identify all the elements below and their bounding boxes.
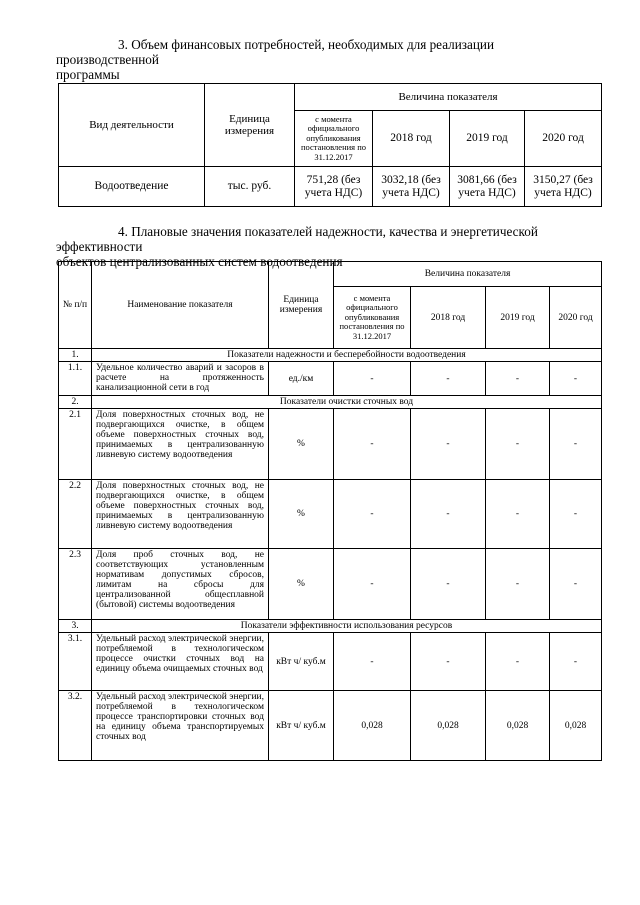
header-year: 2020 год xyxy=(550,287,602,349)
row-value: - xyxy=(550,362,602,396)
row-unit: кВт ч/ куб.м xyxy=(269,691,334,761)
section-num: 3. xyxy=(59,620,92,633)
row-unit: % xyxy=(269,480,334,549)
row-name: Доля проб сточных вод, не соответствующих установленным нормативам допустимых сбросов, лимитам на сбросы для централизованной общесплавной (бытовой) системы водоотведения xyxy=(92,549,269,620)
section-title: Показатели эффективности использования ресурсов xyxy=(92,620,602,633)
table-row xyxy=(59,549,602,620)
section-row xyxy=(59,620,602,633)
header-value-group: Величина показателя xyxy=(334,262,602,287)
row-value: - xyxy=(334,362,411,396)
row-value: 0,028 xyxy=(334,691,411,761)
section-num: 1. xyxy=(59,349,92,362)
section-row xyxy=(59,396,602,409)
row-value: - xyxy=(550,633,602,691)
row-num: 2.1 xyxy=(59,409,92,480)
section-3-title-line1: 3. Объем финансовых потребностей, необходимых для реализации производственной xyxy=(56,37,495,67)
table-row xyxy=(59,480,602,549)
row-unit: ед./км xyxy=(269,362,334,396)
row-value: - xyxy=(550,480,602,549)
cell-value: 3081,66 (без учета НДС) xyxy=(450,167,525,207)
row-num: 3.2. xyxy=(59,691,92,761)
section-row xyxy=(59,349,602,362)
section-4-title-line2: объектов централизованных систем водоотведения xyxy=(56,254,343,269)
cell-activity: Водоотведение xyxy=(59,167,205,207)
row-value: - xyxy=(334,480,411,549)
section-num: 2. xyxy=(59,396,92,409)
row-unit: кВт ч/ куб.м xyxy=(269,633,334,691)
row-value: - xyxy=(411,633,486,691)
row-value: 0,028 xyxy=(486,691,550,761)
header-value-group: Величина показателя xyxy=(295,84,602,111)
row-value: - xyxy=(334,409,411,480)
table-row xyxy=(59,362,602,396)
header-unit: Единица измерения xyxy=(205,84,295,167)
cell-value: 3150,27 (без учета НДС) xyxy=(525,167,602,207)
row-value: - xyxy=(334,633,411,691)
header-since: с момента официального опубликования постановления по 31.12.2017 xyxy=(295,111,373,167)
section-4-title-line1: 4. Плановые значения показателей надежности, качества и энергетической эффективности xyxy=(56,224,538,254)
row-name: Удельный расход электрической энергии, потребляемой в технологическом процессе транспортировки сточных вод на единицу объема транспортируемых сточных вод xyxy=(92,691,269,761)
header-name: Наименование показателя xyxy=(92,262,269,349)
table-row xyxy=(59,633,602,691)
table-row xyxy=(59,167,602,207)
section-3-title-line2: программы xyxy=(56,67,120,82)
header-unit: Единица измерения xyxy=(269,262,334,349)
row-num: 1.1. xyxy=(59,362,92,396)
row-name: Удельное количество аварий и засоров в расчете на протяженность канализационной сети в год xyxy=(92,362,269,396)
row-value: 0,028 xyxy=(411,691,486,761)
cell-unit: тыс. руб. xyxy=(205,167,295,207)
row-unit: % xyxy=(269,409,334,480)
row-value: - xyxy=(486,362,550,396)
cell-value: 3032,18 (без учета НДС) xyxy=(373,167,450,207)
header-num: № п/п xyxy=(59,262,92,349)
cell-value: 751,28 (без учета НДС) xyxy=(295,167,373,207)
row-value: - xyxy=(486,633,550,691)
row-unit: % xyxy=(269,549,334,620)
header-activity: Вид деятельности xyxy=(59,84,205,167)
header-year: 2019 год xyxy=(486,287,550,349)
row-value: - xyxy=(411,362,486,396)
header-year: 2018 год xyxy=(411,287,486,349)
header-year: 2019 год xyxy=(450,111,525,167)
row-name: Доля поверхностных сточных вод, не подвергающихся очистке, в общем объеме поверхностных сточных вод, принимаемых в централизованную ливневую систему водоотведения xyxy=(92,409,269,480)
row-value: - xyxy=(411,409,486,480)
table-row xyxy=(59,691,602,761)
table-row xyxy=(59,409,602,480)
row-value: - xyxy=(411,480,486,549)
section-title: Показатели очистки сточных вод xyxy=(92,396,602,409)
section-title: Показатели надежности и бесперебойности водоотведения xyxy=(92,349,602,362)
header-year: 2020 год xyxy=(525,111,602,167)
row-value: - xyxy=(550,409,602,480)
row-value: - xyxy=(411,549,486,620)
section-3-heading xyxy=(56,37,596,82)
row-value: - xyxy=(486,409,550,480)
financial-needs-table xyxy=(58,83,602,207)
row-value: 0,028 xyxy=(550,691,602,761)
row-value: - xyxy=(550,549,602,620)
indicators-table xyxy=(58,261,602,761)
row-num: 3.1. xyxy=(59,633,92,691)
row-num: 2.3 xyxy=(59,549,92,620)
row-value: - xyxy=(334,549,411,620)
row-name: Доля поверхностных сточных вод, не подвергающихся очистке, в общем объеме поверхностных сточных вод, принимаемых в централизованную ливневую систему водоотведения xyxy=(92,480,269,549)
row-num: 2.2 xyxy=(59,480,92,549)
row-name: Удельный расход электрической энергии, потребляемой в технологическом процессе очистки сточных вод на единицу объема очищаемых сточных вод xyxy=(92,633,269,691)
row-value: - xyxy=(486,480,550,549)
row-value: - xyxy=(486,549,550,620)
header-since: с момента официального опубликования постановления по 31.12.2017 xyxy=(334,287,411,349)
header-year: 2018 год xyxy=(373,111,450,167)
